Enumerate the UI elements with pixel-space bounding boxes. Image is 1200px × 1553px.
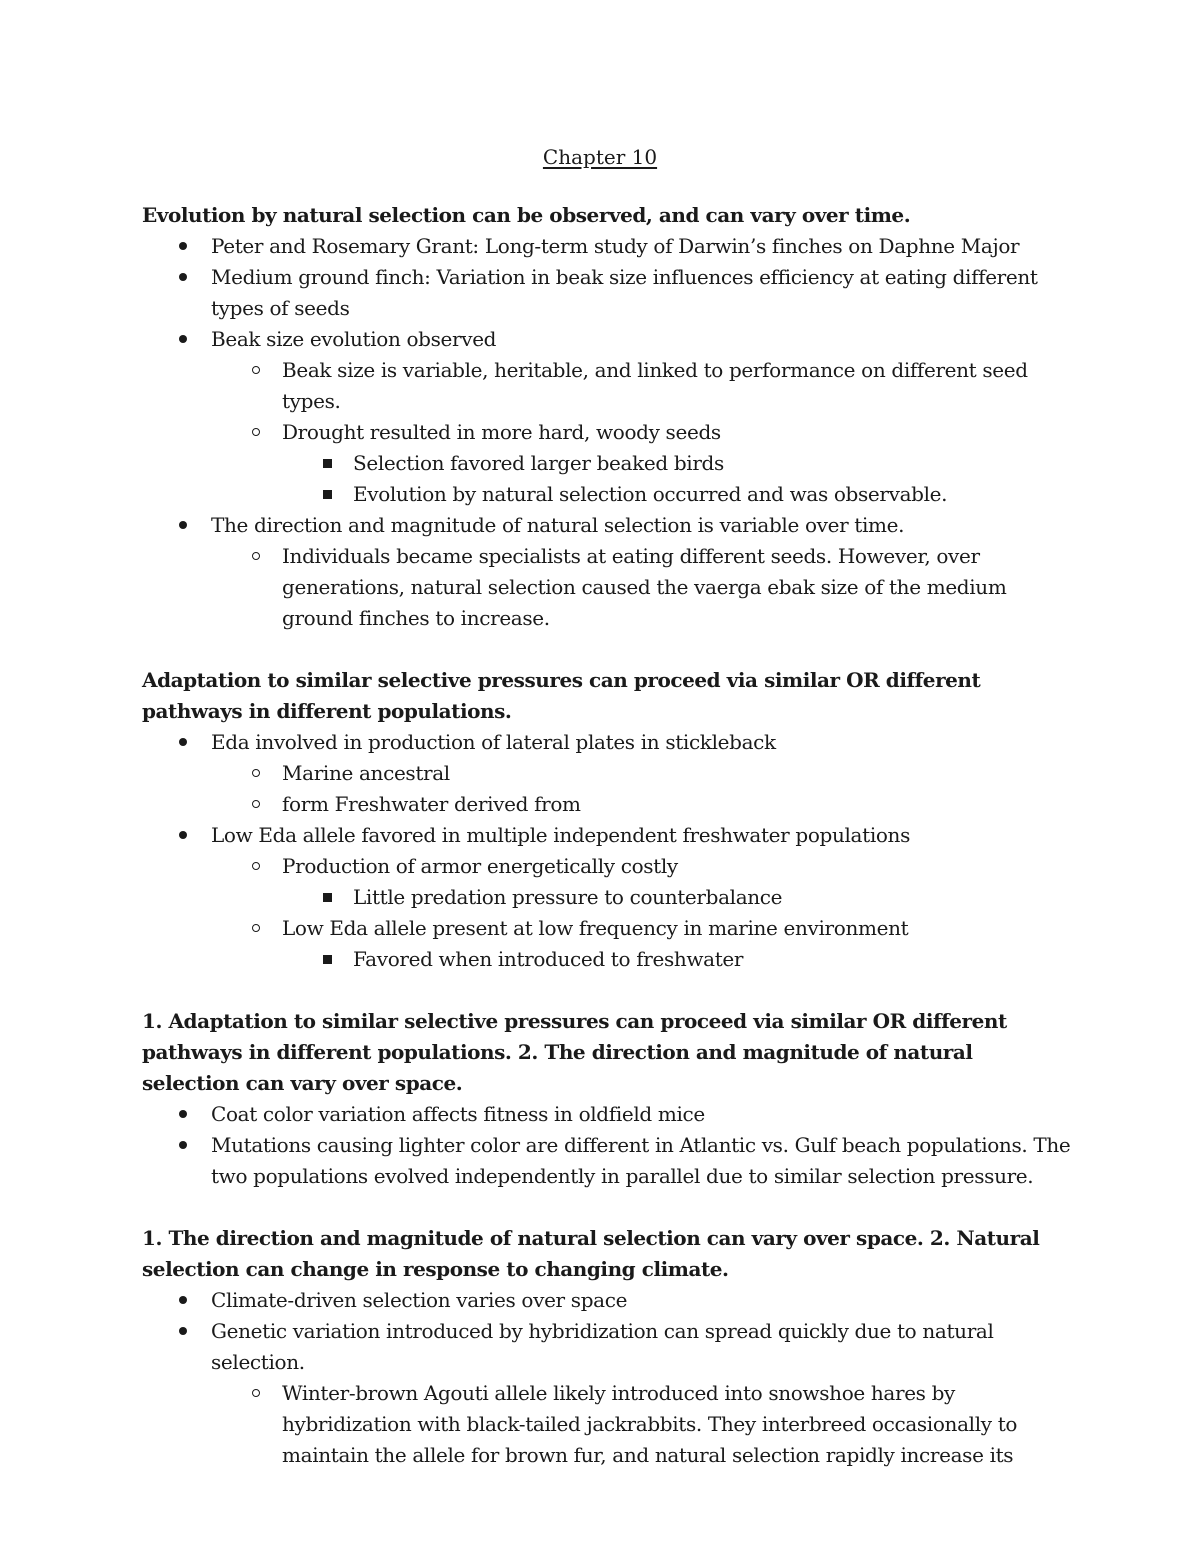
square-bullet-icon bbox=[317, 944, 337, 975]
list-item-text: Drought resulted in more hard, woody seeds bbox=[282, 420, 721, 444]
filled-bullet-icon bbox=[173, 231, 193, 262]
document-section bbox=[142, 200, 1072, 634]
square-bullet-icon bbox=[317, 882, 337, 913]
list-item-text: Coat color variation affects fitness in oldfield mice bbox=[211, 1102, 705, 1126]
list-item bbox=[142, 758, 1072, 789]
list-item bbox=[142, 1316, 1072, 1378]
list-item bbox=[142, 541, 1072, 634]
list-item-text: Eda involved in production of lateral plates in stickleback bbox=[211, 730, 776, 754]
list-item-text: Medium ground finch: Variation in beak size influences efficiency at eating different types of seeds bbox=[211, 265, 1038, 320]
list-item-text: Selection favored larger beaked birds bbox=[353, 451, 724, 475]
document-section bbox=[142, 1223, 1072, 1471]
list-item-text: Favored when introduced to freshwater bbox=[353, 947, 744, 971]
list-item bbox=[142, 1130, 1072, 1192]
list-item-text: The direction and magnitude of natural selection is variable over time. bbox=[211, 513, 905, 537]
document-body bbox=[142, 200, 1072, 1471]
section-spacer bbox=[142, 634, 1072, 665]
list-item bbox=[142, 1378, 1072, 1471]
square-bullet-icon bbox=[317, 448, 337, 479]
filled-bullet-icon bbox=[173, 727, 193, 758]
list-item bbox=[142, 789, 1072, 820]
list-item bbox=[142, 510, 1072, 541]
filled-bullet-icon bbox=[173, 1130, 193, 1161]
section-spacer bbox=[142, 975, 1072, 1006]
list-item bbox=[142, 262, 1072, 324]
filled-bullet-icon bbox=[173, 324, 193, 355]
list-item bbox=[142, 820, 1072, 851]
section-heading: 1. Adaptation to similar selective pressures can proceed via similar OR different pathways in different populations. 2. The direction and magnitude of natural selection can vary over space. bbox=[142, 1009, 1007, 1095]
list-item bbox=[142, 727, 1072, 758]
hollow-bullet-icon bbox=[246, 541, 266, 572]
list-item-text: Peter and Rosemary Grant: Long-term study of Darwin’s finches on Daphne Major bbox=[211, 234, 1020, 258]
hollow-bullet-icon bbox=[246, 758, 266, 789]
section-heading: Evolution by natural selection can be observed, and can vary over time. bbox=[142, 203, 911, 227]
list-item-text: Production of armor energetically costly bbox=[282, 854, 678, 878]
bullet-list bbox=[142, 727, 1072, 975]
filled-bullet-icon bbox=[173, 262, 193, 293]
list-item-text: Climate-driven selection varies over space bbox=[211, 1288, 628, 1312]
list-item bbox=[142, 417, 1072, 448]
list-item bbox=[142, 1285, 1072, 1316]
list-item-text: Evolution by natural selection occurred and was observable. bbox=[353, 482, 948, 506]
filled-bullet-icon bbox=[173, 1285, 193, 1316]
list-item-text: Marine ancestral bbox=[282, 761, 450, 785]
filled-bullet-icon bbox=[173, 510, 193, 541]
list-item-text: form Freshwater derived from bbox=[282, 792, 581, 816]
list-item-text: Beak size evolution observed bbox=[211, 327, 497, 351]
list-item-text: Low Eda allele favored in multiple independent freshwater populations bbox=[211, 823, 910, 847]
filled-bullet-icon bbox=[173, 1099, 193, 1130]
hollow-bullet-icon bbox=[246, 355, 266, 386]
hollow-bullet-icon bbox=[246, 417, 266, 448]
list-item bbox=[142, 231, 1072, 262]
list-item-text: Low Eda allele present at low frequency in marine environment bbox=[282, 916, 909, 940]
list-item bbox=[142, 448, 1072, 479]
section-heading: Adaptation to similar selective pressures can proceed via similar OR different pathways in different populations. bbox=[142, 668, 981, 723]
list-item-text: Mutations causing lighter color are different in Atlantic vs. Gulf beach populations. The two populations evolved independently in parallel due to similar selection pressure. bbox=[211, 1133, 1071, 1188]
list-item-text: Winter-brown Agouti allele likely introduced into snowshoe hares by hybridization with black-tailed jackrabbits. They interbreed occasionally to maintain the allele for brown fur, and natural selection rapidly increase its bbox=[282, 1381, 1018, 1467]
list-item-text: Beak size is variable, heritable, and linked to performance on different seed types. bbox=[282, 358, 1028, 413]
filled-bullet-icon bbox=[173, 820, 193, 851]
bullet-list bbox=[142, 231, 1072, 634]
document-section bbox=[142, 665, 1072, 975]
hollow-bullet-icon bbox=[246, 851, 266, 882]
list-item bbox=[142, 944, 1072, 975]
list-item-text: Little predation pressure to counterbalance bbox=[353, 885, 783, 909]
hollow-bullet-icon bbox=[246, 913, 266, 944]
document-section bbox=[142, 1006, 1072, 1192]
list-item bbox=[142, 1099, 1072, 1130]
section-spacer bbox=[142, 1192, 1072, 1223]
list-item-text: Individuals became specialists at eating different seeds. However, over generations, natural selection caused the vaerga ebak size of the medium ground finches to increase. bbox=[282, 544, 1007, 630]
list-item bbox=[142, 882, 1072, 913]
bullet-list bbox=[142, 1099, 1072, 1192]
page-title: Chapter 10 bbox=[542, 145, 658, 169]
list-item-text: Genetic variation introduced by hybridization can spread quickly due to natural selection. bbox=[211, 1319, 994, 1374]
list-item bbox=[142, 913, 1072, 944]
hollow-bullet-icon bbox=[246, 789, 266, 820]
filled-bullet-icon bbox=[173, 1316, 193, 1347]
square-bullet-icon bbox=[317, 479, 337, 510]
hollow-bullet-icon bbox=[246, 1378, 266, 1409]
list-item bbox=[142, 851, 1072, 882]
bullet-list bbox=[142, 1285, 1072, 1471]
list-item bbox=[142, 355, 1072, 417]
section-heading: 1. The direction and magnitude of natural selection can vary over space. 2. Natural selection can change in response to changing climate. bbox=[142, 1226, 1040, 1281]
list-item bbox=[142, 479, 1072, 510]
list-item bbox=[142, 324, 1072, 355]
